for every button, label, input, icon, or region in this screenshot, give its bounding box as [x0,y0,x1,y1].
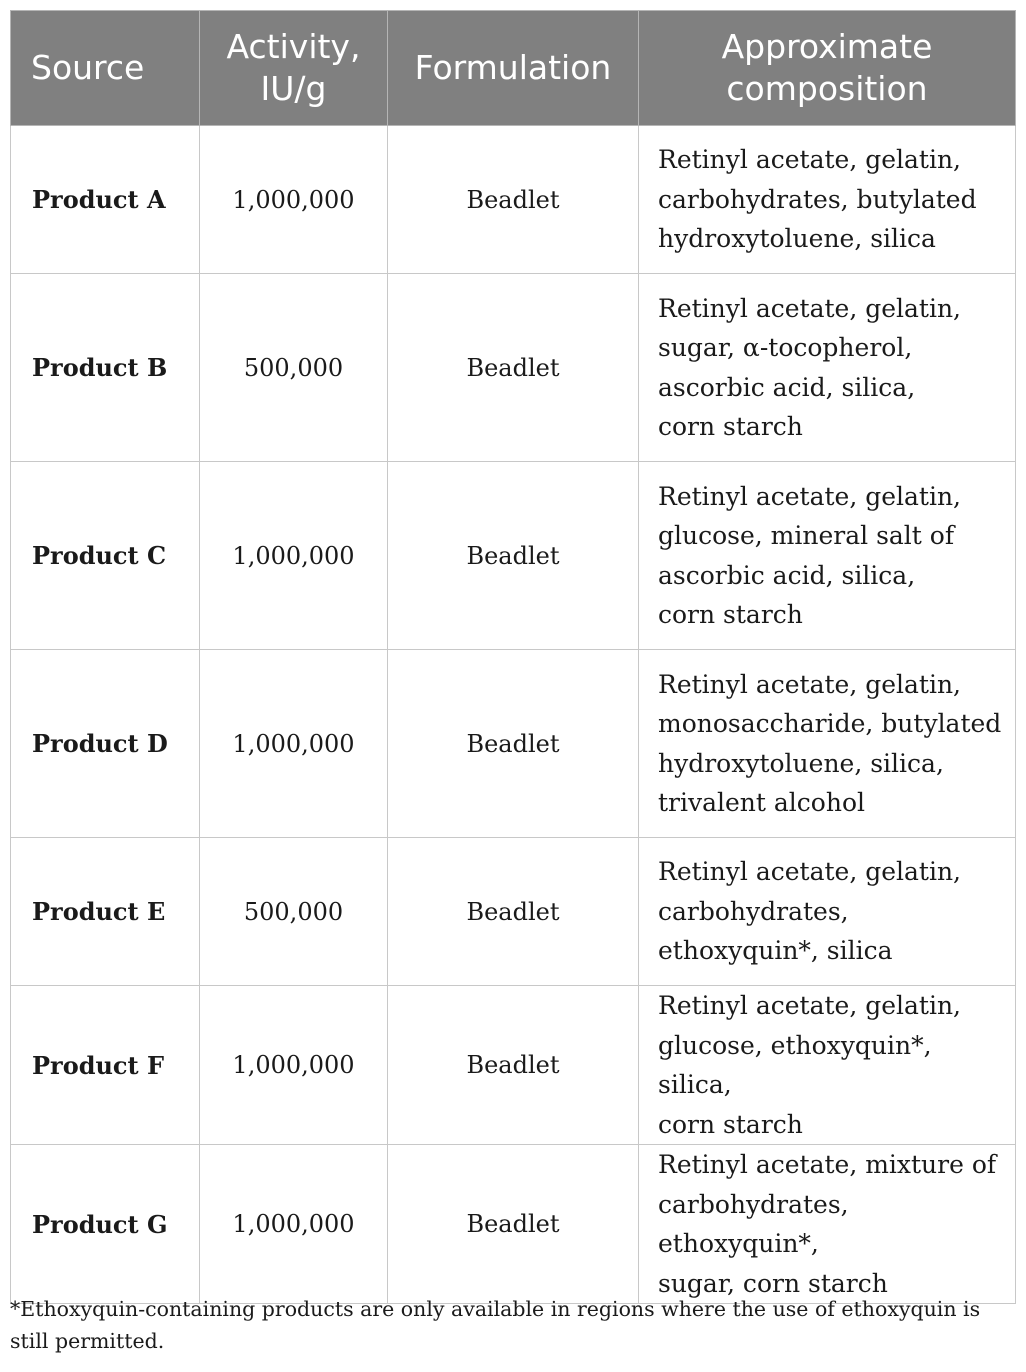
composition-line: ethoxyquin*, silica [658,936,893,966]
composition-line: Retinyl acetate, gelatin, [658,857,962,887]
composition-cell [639,1145,1016,1304]
source-cell: Product A [11,126,200,274]
source-cell: Product D [11,650,200,838]
composition-line: carbohydrates, ethoxyquin*, [658,1189,849,1258]
composition-cell [639,462,1016,650]
header-row [11,11,1016,126]
composition-line: ascorbic acid, silica, [658,560,916,590]
activity-cell: 1,000,000 [200,1145,388,1304]
composition-line: monosaccharide, butylated [658,709,1002,738]
composition-line: hydroxytoluene, silica [658,224,936,254]
composition-line: Retinyl acetate, mixture of [658,1150,997,1179]
source-cell: Product F [11,986,200,1145]
composition-cell [639,274,1016,462]
table-body [11,126,1016,1304]
composition-line: trivalent alcohol [658,788,866,817]
header-source-label: Source [31,48,145,87]
formulation-cell: Beadlet [388,838,639,986]
source-cell: Product B [11,274,200,462]
header-activity-line2: IU/g [260,69,327,108]
composition-line: Retinyl acetate, gelatin, [658,991,962,1020]
composition-cell [639,650,1016,838]
table-row [11,650,1016,838]
formulation-cell: Beadlet [388,986,639,1145]
activity-cell: 1,000,000 [200,650,388,838]
composition-line: sugar, corn starch [658,1268,888,1298]
product-table [10,10,1016,1304]
formulation-cell: Beadlet [388,462,639,650]
header-formulation [388,11,639,126]
composition-line: corn starch [658,600,803,629]
header-composition [639,11,1016,126]
source-cell: Product C [11,462,200,650]
activity-cell: 1,000,000 [200,986,388,1145]
table-row [11,462,1016,650]
header-composition-line2: composition [726,69,928,108]
activity-cell: 1,000,000 [200,126,388,274]
composition-line: ascorbic acid, silica, [658,372,916,402]
composition-line: Retinyl acetate, gelatin, [658,145,962,175]
formulation-cell: Beadlet [388,650,639,838]
formulation-cell: Beadlet [388,1145,639,1304]
composition-cell [639,838,1016,986]
composition-cell [639,986,1016,1145]
table-header [11,11,1016,126]
composition-line: corn starch [658,412,803,441]
header-composition-line1: Approximate [721,27,933,66]
activity-cell: 500,000 [200,274,388,462]
table-row [11,986,1016,1145]
formulation-cell: Beadlet [388,126,639,274]
activity-cell: 1,000,000 [200,462,388,650]
table-row [11,1145,1016,1304]
composition-line: Retinyl acetate, gelatin, [658,293,962,323]
composition-line: sugar, α-tocopherol, [658,333,913,362]
source-cell: Product E [11,838,200,986]
composition-line: glucose, ethoxyquin*, silica, [658,1030,932,1099]
table-row [11,126,1016,274]
composition-line: Retinyl acetate, gelatin, [658,669,962,699]
table-row [11,838,1016,986]
composition-line: carbohydrates, butylated [658,184,977,214]
table-footnote [10,1293,1018,1357]
header-activity-line1: Activity, [226,27,361,66]
composition-line: Retinyl acetate, gelatin, [658,481,962,511]
composition-cell [639,126,1016,274]
composition-line: carbohydrates, [658,896,849,926]
source-cell: Product G [11,1145,200,1304]
composition-line: corn starch [658,1109,803,1139]
footnote-line1: *Ethoxyquin-containing products are only available in regions where the use of ethoxyquin is [10,1297,981,1321]
footnote-line2: still permitted. [10,1329,165,1353]
header-activity [200,11,388,126]
activity-cell: 500,000 [200,838,388,986]
table-row [11,274,1016,462]
composition-line: glucose, mineral salt of [658,521,955,550]
header-formulation-label: Formulation [414,48,612,87]
formulation-cell: Beadlet [388,274,639,462]
composition-line: hydroxytoluene, silica, [658,748,944,778]
header-source [11,11,200,126]
